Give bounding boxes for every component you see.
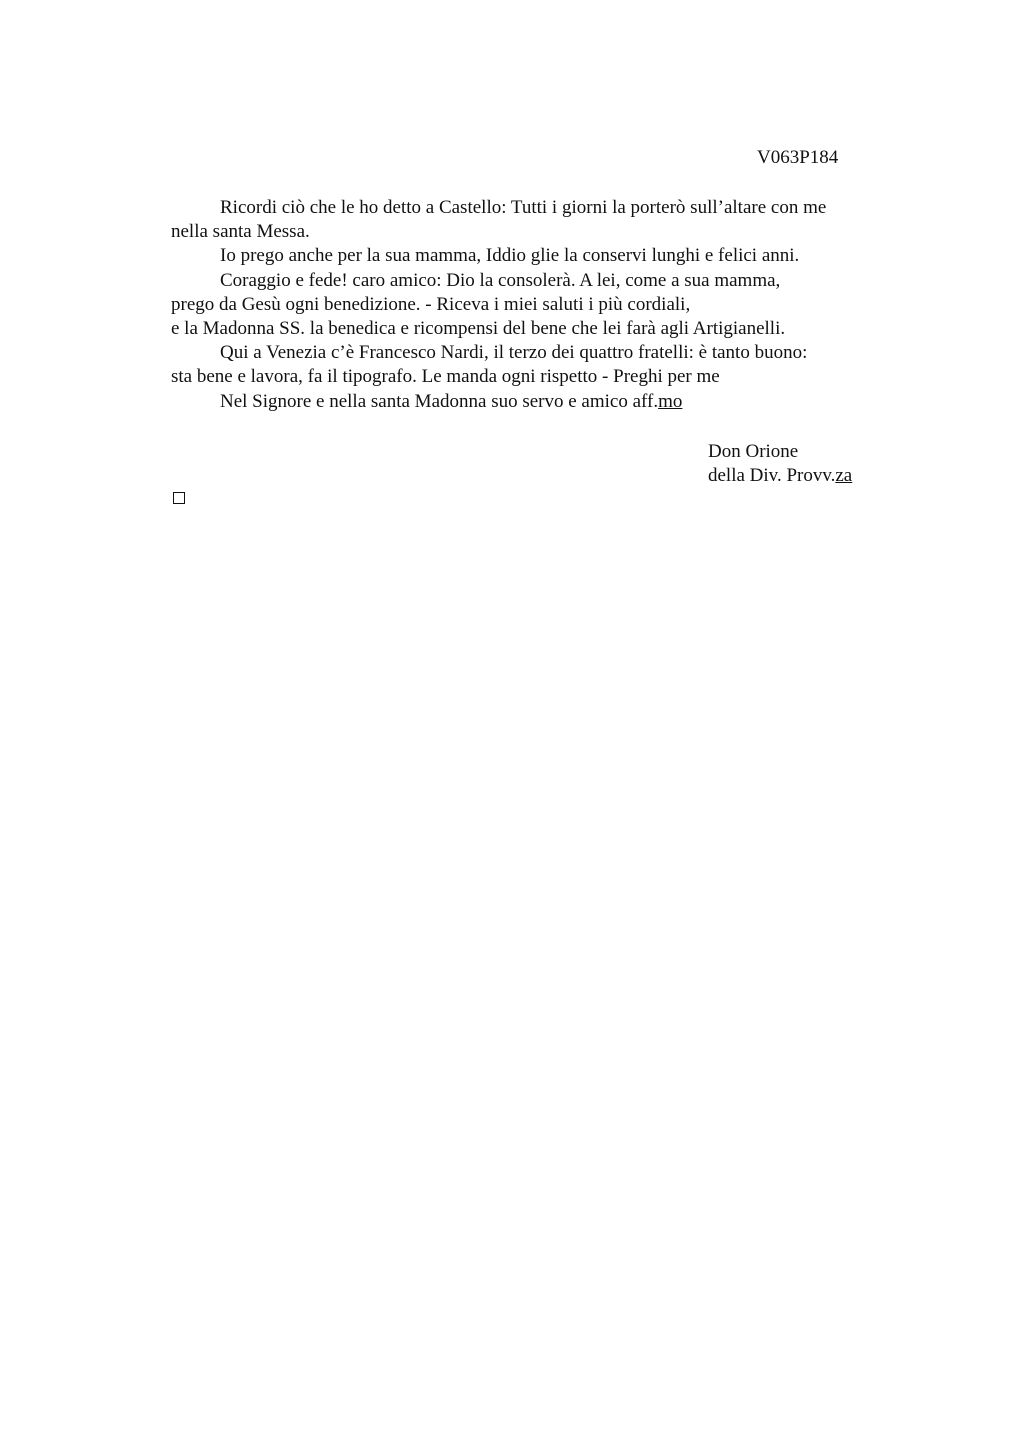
paragraph-line: nella santa Messa. [171,221,310,243]
signature-block [708,440,852,488]
paragraph-line: sta bene e lavora, fa il tipografo. Le manda ogni rispetto - Preghi per me [171,366,720,388]
checkbox-square-icon [173,492,185,504]
closing-line [171,390,891,414]
paragraph-line: e la Madonna SS. la benedica e ricompensi del bene che lei farà agli Artigianelli. [171,318,786,340]
signature-title-suffix: za [835,465,853,487]
signature-title-line [708,464,852,488]
signature-title: della Div. Provv. [708,465,836,487]
letter-body [171,196,891,414]
paragraph-line: prego da Gesù ogni benedizione. - Riceva i miei saluti i più cordiali, [171,293,691,315]
paragraph-line: Coraggio e fede! caro amico: Dio la consolerà. A lei, come a sua mamma, [220,269,781,291]
paragraph-line: Qui a Venezia c’è Francesco Nardi, il terzo dei quattro fratelli: è tanto buono: [220,342,808,364]
closing-text: Nel Signore e nella santa Madonna suo servo e amico aff. [220,390,659,412]
paragraph-line: Io prego anche per la sua mamma, Iddio glie la conservi lunghi e felici anni. [220,245,800,267]
page-identifier: V063P184 [757,147,839,168]
paragraph-line: Ricordi ciò che le ho detto a Castello: Tutti i giorni la porterò sull’altare con me [220,197,827,218]
signature-name: Don Orione [708,441,799,462]
closing-suffix: mo [658,390,683,412]
